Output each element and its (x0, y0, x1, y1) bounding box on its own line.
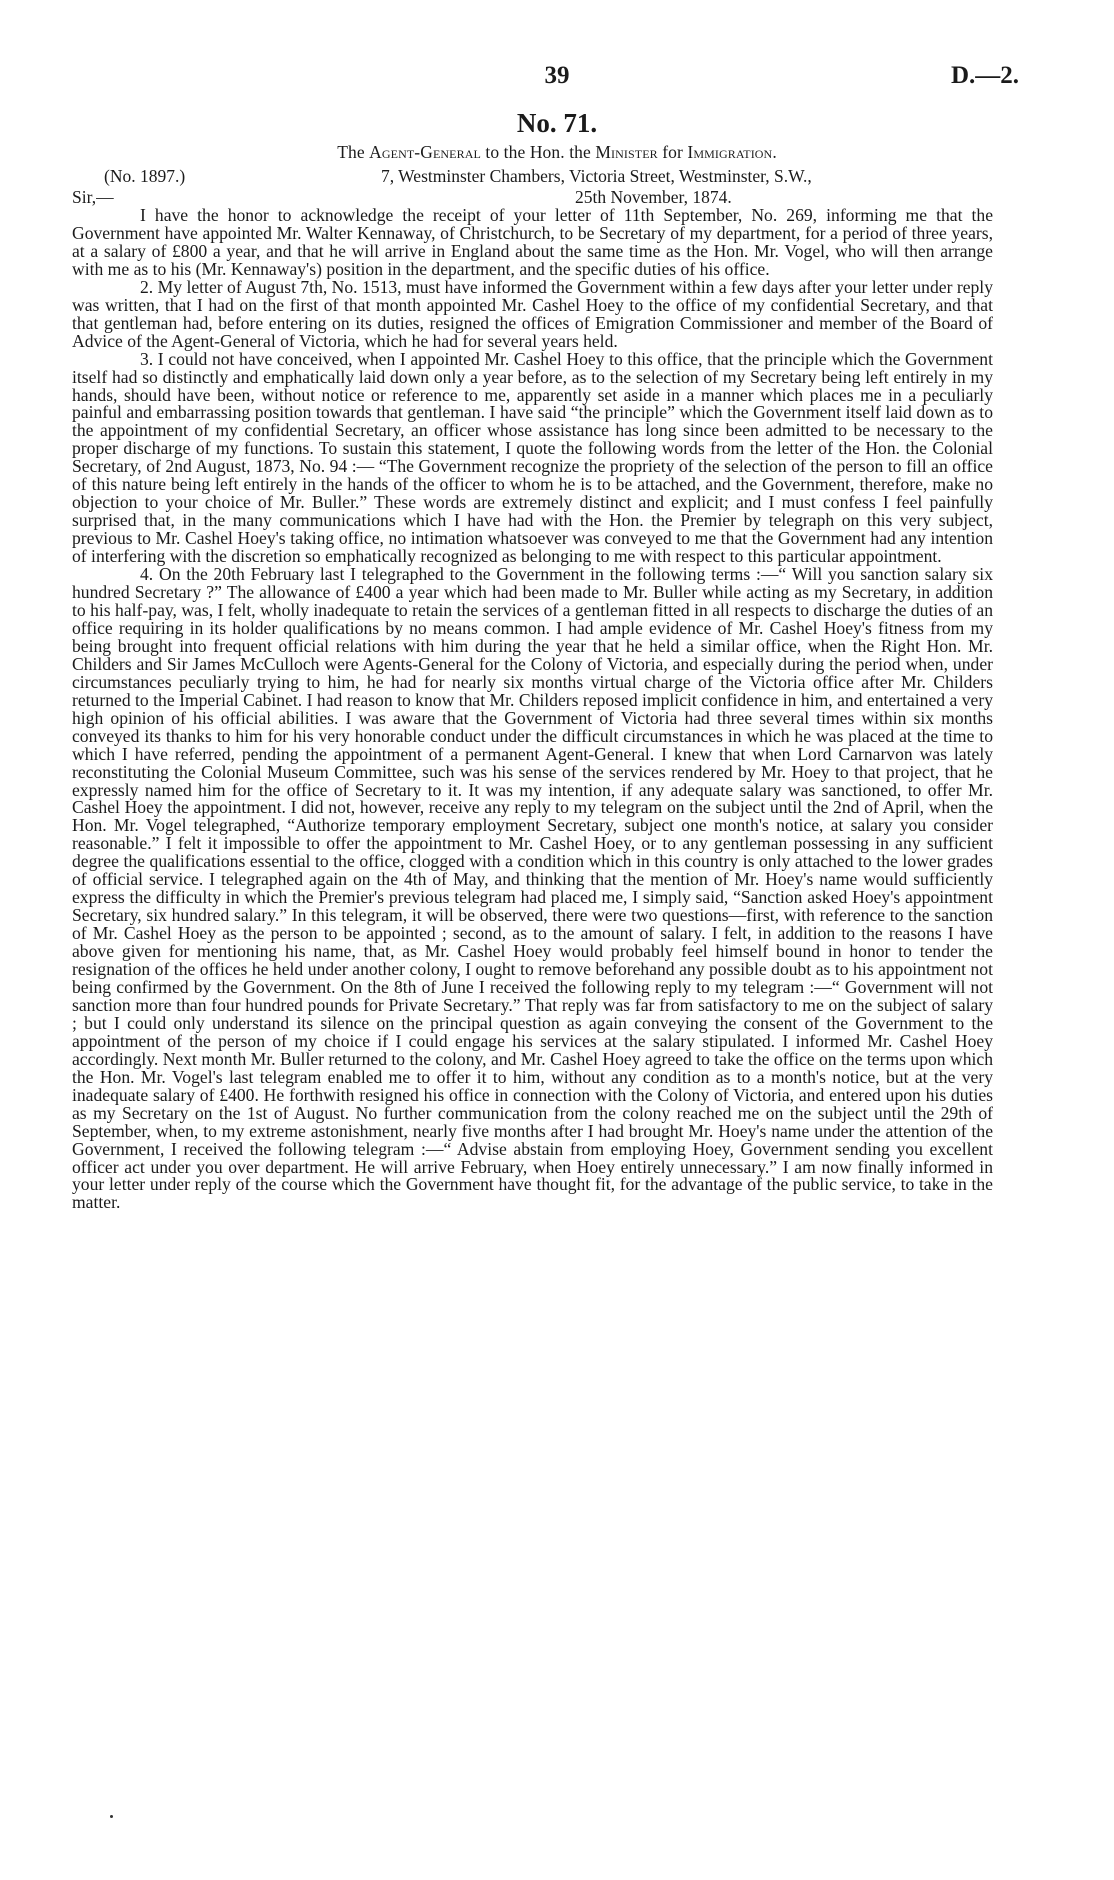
page-number: 39 (544, 62, 570, 89)
heading-subject: Immigration (687, 142, 773, 162)
salutation: Sir,— (72, 187, 114, 207)
document-reference: D.—2. (950, 62, 1019, 89)
paragraph: 4. On the 20th February last I telegraphed to the Government in the following terms :—“ Will you sanction salary six hundred Secretary ?” The allowance of £400 a year which had been made to Mr. Buller while acting as my Secretary, in addition to his half-pay, was, I felt, wholly inadequate to retain the services of a gentleman fitted in all respects to discharge the duties of an office requiring in its holder qualifications by no means common. I had ample evidence of Mr. Cashel Hoey's fitness from my being brought into frequent official relations with him during the year that he held a similar office, when the Right Hon. Mr. Childers and Sir James McCulloch were Agents-General for the Colony of Victoria, and especially during the period when, under circumstances peculiarly trying to him, he had for nearly six months virtual charge of the Victoria office after Mr. Childers returned to the Imperial Cabinet. I had reason to know that Mr. Childers reposed implicit confidence in him, and entertained a very high opinion of his official abilities. I was aware that the Government of Victoria had three several times within six months conveyed its thanks to him for his very honorable conduct under the difficult circumstances in which he was placed at the time to which I have referred, pending the appointment of a permanent Agent-General. I knew that when Lord Carnarvon was lately reconstituting the Colonial Museum Committee, such was his sense of the services rendered by Mr. Hoey to that project, that he expressly named him for the office of Secretary to it. It was my intention, if any adequate salary was sanctioned, to offer Mr. Cashel Hoey the appointment. I did not, however, receive any reply to my telegram on the subject until the 2nd of April, when the Hon. Mr. Vogel telegraphed, “Authorize temporary employment Secretary, subject one month's notice, at salary you consider reasonable.” I felt it impossible to offer the appointment to Mr. Cashel Hoey, or to any gentleman possessing in any sufficient degree the qualifications essential to the office, clogged with a condition which in this country is only attached to the lower grades of official service. I telegraphed again on the 4th of May, and thinking that the mention of Mr. Hoey's name would sufficiently express the difficulty in which the Premier's previous telegram had placed me, I simply said, “Sanction asked Hoey's appointment Secretary, six hundred salary.” In this telegram, it will be observed, there were two questions—first, with reference to the sanction of Mr. Cashel Hoey as the person to be appointed ; second, as to the amount of salary. I felt, in addition to the reasons I have above given for mentioning his name, that, as Mr. Cashel Hoey would probably feel himself bound in honor to tender the resignation of the offices he held under another colony, I ought to remove beforehand any possible doubt as to his appointment not being confirmed by the Government. On the 8th of June I received the following reply to my telegram :—“ Government will not sanction more than four hundred pounds for Private Secretary.” That reply was far from satisfactory to me on the subject of salary ; but I could only understand its silence on the principal question as again conveying the consent of the Government to the appointment of the person of my choice if I could engage his services at the salary stipulated. I informed Mr. Cashel Hoey accordingly. Next month Mr. Buller returned to the colony, and Mr. Cashel Hoey agreed to take the office on the terms upon which the Hon. Mr. Vogel's last telegram enabled me to offer it to him, without any condition as to a month's notice, but at the very inadequate salary of £400. He forthwith resigned his office in connection with the Colony of Victoria, and entered upon his duties as my Secretary on the 1st of August. No further communication from the colony reached me on the subject until the 29th of September, when, to my extreme astonishment, nearly five months after I had brought Mr. Hoey's name under the attention of the Government, I received the following telegram :—“ Advise abstain from employing Hoey, Government sending you excellent officer act under you over department. He will arrive February, when Hoey entirely unnecessary.” I am now finally informed in your letter under reply of the course which the Government have thought fit, for the advantage of the public service, to take in the matter. (72, 564, 993, 1213)
heading-part: . (772, 142, 777, 162)
heading-part: for (657, 142, 688, 162)
heading-part: to the Hon. the (480, 142, 596, 162)
paragraph: 3. I could not have conceived, when I appointed Mr. Cashel Hoey to this office, that the principle which the Government itself had so distinctly and emphatically laid down only a year before, as to the selection of my Secretary being left entirely in my hands, should have been, without notice or reference to me, apparently set aside in a manner which places me in a peculiarly painful and embarrassing position towards that gentleman. I have said “the principle” which the Government itself laid down as to the appointment of my confidential Secretary, an officer whose assistance has long since been admitted to be necessary to the proper discharge of my functions. To sustain this statement, I quote the following words from the letter of the Hon. the Colonial Secretary, of 2nd August, 1873, No. 94 :— “The Government recognize the propriety of the selection of the person to fill an office of this nature being left entirely in the hands of the officer to whom he is to be attached, and the Government, therefore, make no objection to your choice of Mr. Buller.” These words are extremely distinct and explicit; and I must confess I feel painfully surprised that, in the many communications which I have had with the Hon. the Premier by telegraph on this very subject, previous to Mr. Cashel Hoey's taking office, no intimation whatsoever was conveyed to me that the Government had any intention of interfering with the discretion so emphatically recognized as belonging to me with respect to this particular appointment. (72, 348, 993, 567)
stray-mark (110, 1815, 113, 1818)
paragraph: I have the honor to acknowledge the receipt of your letter of 11th September, No. 269, informing me that the Government have appointed Mr. Walter Kennaway, of Christchurch, to be Secretary of my department, for a period of three years, at a salary of £800 a year, and that he will arrive in England about the same time as the Hon. Mr. Vogel, who will then arrange with me as to his (Mr. Kennaway's) position in the department, and the specific duties of his office. (72, 205, 993, 279)
heading-part: The (337, 142, 370, 162)
heading-recipient: Minister (595, 142, 658, 162)
document-number: No. 71. (516, 108, 598, 138)
reference-number: (No. 1897.) (104, 166, 186, 186)
heading-sender: Agent-General (369, 142, 481, 162)
paragraph: 2. My letter of August 7th, No. 1513, must have informed the Government within a few days after your letter under reply was written, that I had on the first of that month appointed Mr. Cashel Hoey to the office of my confidential Secretary, and that that gentleman had, before entering on its duties, resigned the offices of Emigration Commissioner and member of the Board of Advice of the Agent-General of Victoria, which he had for several years held. (72, 276, 993, 351)
document-heading (0, 142, 1114, 163)
sender-address: 7, Westminster Chambers, Victoria Street, Westminster, S.W., (381, 166, 812, 186)
letter-date: 25th November, 1874. (575, 187, 732, 207)
letter-body (72, 207, 993, 1212)
